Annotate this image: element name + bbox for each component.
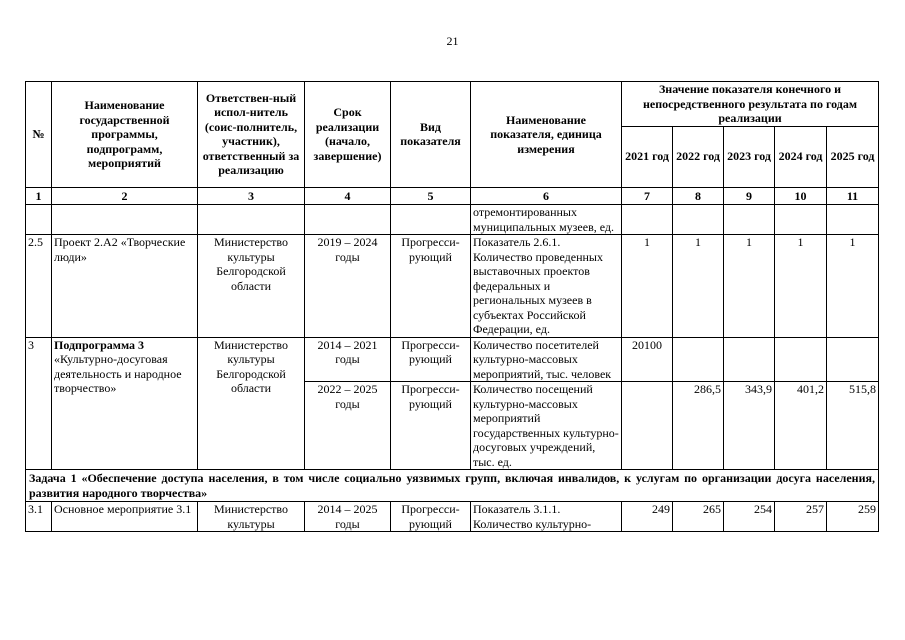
- header-indicator: Наименование показателя, единица измерения: [471, 82, 622, 188]
- value-2021: 1: [622, 235, 673, 338]
- header-term: Срок реализации (начало, завершение): [305, 82, 391, 188]
- index-cell: 6: [471, 187, 622, 205]
- responsible-cell: Министерство культуры Белгородской области: [198, 337, 305, 470]
- header-responsible: Ответствен-ный испол-нитель (соис-полнитель, участник), ответственный за реализацию: [198, 82, 305, 188]
- value-2022: 265: [673, 502, 724, 532]
- table-row-2-5: [26, 235, 879, 338]
- term-cell: 2014 – 2025 годы: [305, 502, 391, 532]
- index-cell: 11: [827, 187, 879, 205]
- table-row-continuation: [26, 205, 879, 235]
- type-cell: Прогресси-рующий: [391, 235, 471, 338]
- value-2024: 401,2: [775, 382, 827, 470]
- term-cell: 2022 – 2025 годы: [305, 382, 391, 470]
- indicator-cell: Количество посетителей культурно-массовых мероприятий, тыс. человек: [471, 337, 622, 382]
- activity-name: Проект 2.А2 «Творческие люди»: [52, 235, 198, 338]
- header-year-2022: 2022 год: [673, 126, 724, 187]
- index-cell: 7: [622, 187, 673, 205]
- responsible-cell: Министерство культуры: [198, 502, 305, 532]
- value-2022: [673, 337, 724, 382]
- row-num: 3.1: [26, 502, 52, 532]
- term-cell: 2019 – 2024 годы: [305, 235, 391, 338]
- header-year-2024: 2024 год: [775, 126, 827, 187]
- index-cell: 5: [391, 187, 471, 205]
- header-type: Вид показателя: [391, 82, 471, 188]
- indicator-cell: Показатель 3.1.1. Количество культурно-: [471, 502, 622, 532]
- value-2025: [827, 337, 879, 382]
- value-2022: 286,5: [673, 382, 724, 470]
- value-2024: 1: [775, 235, 827, 338]
- task-row: [26, 470, 879, 502]
- header-row-1: [26, 82, 879, 127]
- table-row-3-1: [26, 502, 879, 532]
- subprogram-title: Подпрограмма 3: [54, 337, 145, 352]
- header-year-2025: 2025 год: [827, 126, 879, 187]
- header-year-2021: 2021 год: [622, 126, 673, 187]
- row-num: 3: [26, 337, 52, 470]
- type-cell: Прогресси-рующий: [391, 502, 471, 532]
- header-name: Наименование государственной программы, подпрограмм, мероприятий: [52, 82, 198, 188]
- value-2024: [775, 337, 827, 382]
- page-number: 21: [446, 34, 459, 48]
- subprogram-name: [52, 337, 198, 470]
- table-row-3a: [26, 337, 879, 382]
- indicator-cell: Показатель 2.6.1. Количество проведенных выставочных проектов федеральных и региональных музеев в субъектах Российской Федерации, ед.: [471, 235, 622, 338]
- index-cell: 10: [775, 187, 827, 205]
- value-2025: 259: [827, 502, 879, 532]
- index-cell: 3: [198, 187, 305, 205]
- value-2025: 515,8: [827, 382, 879, 470]
- term-cell: 2014 – 2021 годы: [305, 337, 391, 382]
- index-cell: 2: [52, 187, 198, 205]
- activity-name: Основное мероприятие 3.1: [52, 502, 198, 532]
- subprogram-subtitle: «Культурно-досуговая деятельность и народное творчество»: [54, 352, 182, 395]
- responsible-cell: Министерство культуры Белгородской области: [198, 235, 305, 338]
- value-2023: 254: [724, 502, 775, 532]
- value-2023: 1: [724, 235, 775, 338]
- header-num: №: [26, 82, 52, 188]
- index-cell: 9: [724, 187, 775, 205]
- row-num: 2.5: [26, 235, 52, 338]
- value-2023: [724, 337, 775, 382]
- value-2021: 249: [622, 502, 673, 532]
- indicator-cell: Количество посещений культурно-массовых мероприятий государственных культурно-досуговых учреждений, тыс. ед.: [471, 382, 622, 470]
- value-2021: 20100: [622, 337, 673, 382]
- type-cell: Прогресси-рующий: [391, 382, 471, 470]
- index-cell: 1: [26, 187, 52, 205]
- task-heading: Задача 1 «Обеспечение доступа населения, в том числе социально уязвимых групп, включая инвалидов, к услугам по организации досуга населения, развития народного творчества»: [26, 470, 879, 502]
- value-2021: [622, 382, 673, 470]
- indicators-table: [25, 81, 879, 532]
- value-2022: 1: [673, 235, 724, 338]
- value-2025: 1: [827, 235, 879, 338]
- index-cell: 4: [305, 187, 391, 205]
- index-cell: 8: [673, 187, 724, 205]
- header-values: Значение показателя конечного и непосредственного результата по годам реализации: [622, 82, 879, 127]
- column-index-row: [26, 187, 879, 205]
- indicator-cell: отремонтированных муниципальных музеев, ед.: [471, 205, 622, 235]
- value-2023: 343,9: [724, 382, 775, 470]
- type-cell: Прогресси-рующий: [391, 337, 471, 382]
- value-2024: 257: [775, 502, 827, 532]
- header-year-2023: 2023 год: [724, 126, 775, 187]
